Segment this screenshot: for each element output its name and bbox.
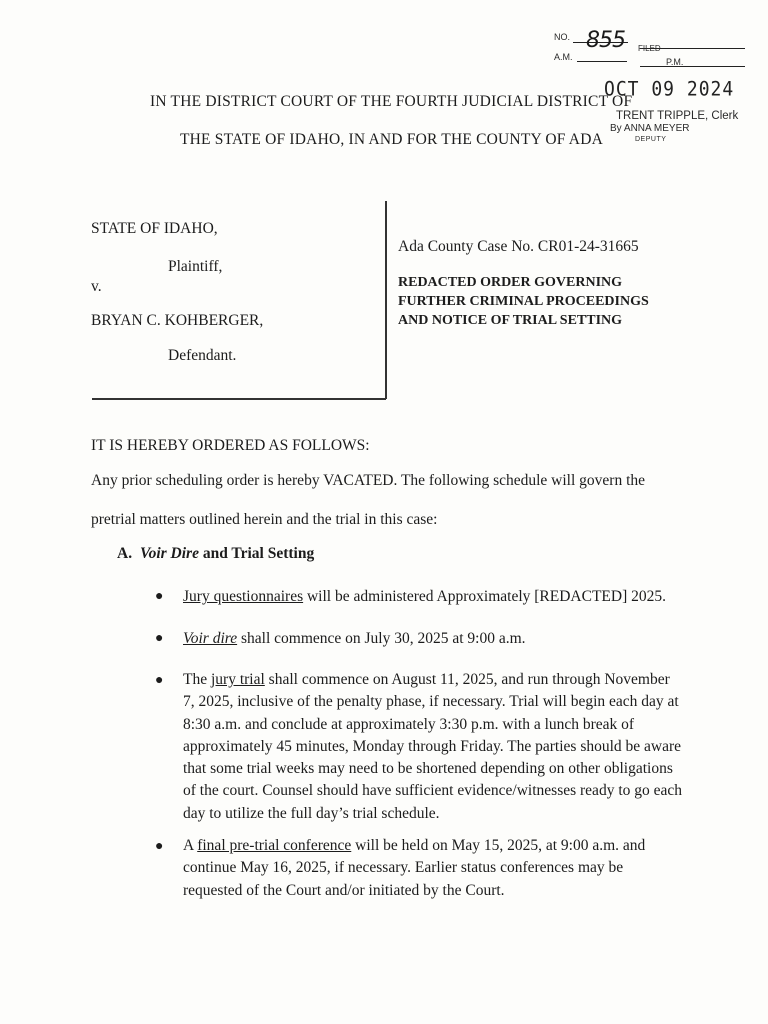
stamp-filed-date: OCT 09 2024 — [604, 77, 735, 102]
document-title-line: REDACTED ORDER GOVERNING — [398, 275, 623, 290]
list-item-jury-questionnaires: Jury questionnaires will be administered Approximately [REDACTED] 2025. — [183, 588, 667, 605]
stamp-no-label: NO. — [554, 32, 571, 42]
stamp-am-label: A.M. — [554, 52, 573, 62]
bullet-icon: ● — [155, 631, 164, 646]
stamp-pm-label: P.M. — [666, 57, 684, 67]
defendant-role: Defendant. — [168, 347, 237, 364]
list-item-jury-trial: The jury trial shall commence on August 11, 2025, and run through November 7, 2025, inclusive of the penalty phase, if necessary. Trial will begin each day at 8:30 a.m. and conclude at approximately 3:30 p.m. with a lunch break of approximately 45 minutes, Monday through Friday. The parties should be aware that some trial weeks may need to be shortened depending on other obligations of the court. Counsel should have sufficient evidence/witnesses ready to go each day to utilize the full day’s trial schedule. — [183, 671, 683, 822]
section-a-title-rest: and Trial Setting — [198, 545, 315, 562]
ordered-statement: IT IS HEREBY ORDERED AS FOLLOWS: — [91, 437, 370, 454]
underlined-term: Jury questionnaires — [183, 588, 304, 605]
versus: v. — [91, 278, 102, 295]
defendant-name: BRYAN C. KOHBERGER, — [91, 312, 264, 329]
stamp-pm-line — [640, 66, 745, 67]
caption-divider-horizontal — [92, 398, 386, 400]
list-item-final-pretrial-conference: A final pre-trial conference will be held on May 15, 2025, at 9:00 a.m. and continue May 16, 2025, if necessary. Earlier status conferences may be requested of the Court and/or initiated by the Court. — [183, 837, 646, 899]
list-item-voir-dire: Voir dire shall commence on July 30, 2025 at 9:00 a.m. — [183, 630, 526, 647]
plaintiff-name: STATE OF IDAHO, — [91, 220, 218, 237]
stamp-am-line — [577, 61, 627, 62]
case-number: Ada County Case No. CR01-24-31665 — [398, 238, 639, 255]
underlined-term: jury trial — [210, 671, 265, 688]
intro-paragraph-line-1: Any prior scheduling order is hereby VACATED. The following schedule will govern the — [91, 472, 646, 489]
bullet-icon: ● — [155, 589, 164, 604]
intro-paragraph-line-2: pretrial matters outlined herein and the trial in this case: — [91, 511, 438, 528]
court-heading-line-1: IN THE DISTRICT COURT OF THE FOURTH JUDICIAL DISTRICT OF — [150, 93, 633, 110]
stamp-filing-number: 855 — [586, 28, 625, 53]
document-title-line: AND NOTICE OF TRIAL SETTING — [398, 313, 623, 328]
section-a-title-italic: Voir Dire — [139, 545, 199, 562]
stamp-filed-label: FILED — [638, 44, 661, 53]
plaintiff-role: Plaintiff, — [168, 258, 223, 275]
document-title — [398, 273, 649, 330]
document-title-line: FURTHER CRIMINAL PROCEEDINGS — [398, 294, 649, 309]
caption-divider-vertical — [385, 201, 387, 399]
section-a-heading — [117, 545, 314, 563]
stamp-deputy-name: By ANNA MEYER — [610, 123, 690, 134]
underlined-term: final pre-trial conference — [197, 837, 352, 854]
section-a-letter: A. — [117, 545, 133, 562]
bullet-icon: ● — [155, 839, 164, 854]
stamp-clerk: TRENT TRIPPLE, Clerk — [616, 110, 739, 122]
stamp-deputy-label: DEPUTY — [635, 136, 667, 143]
court-heading-line-2: THE STATE OF IDAHO, IN AND FOR THE COUNTY OF ADA — [180, 131, 603, 148]
underlined-term: Voir dire — [183, 630, 238, 647]
bullet-icon: ● — [155, 673, 164, 688]
